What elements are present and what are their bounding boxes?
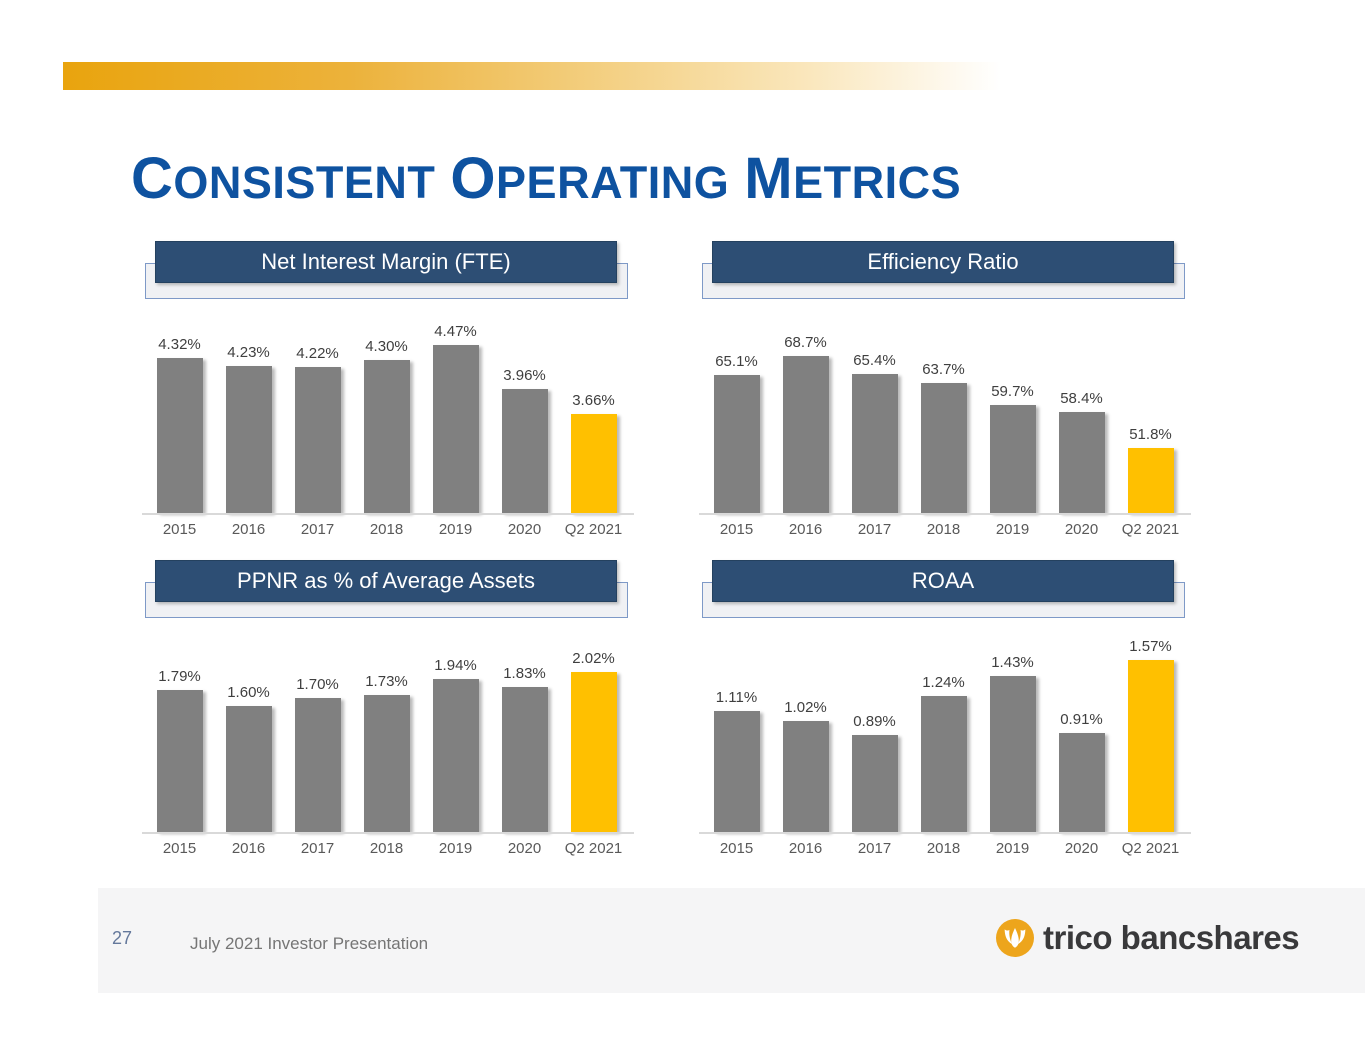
bar-2020 (502, 389, 548, 513)
bar-group-2016 (214, 344, 283, 513)
x-axis-labels (702, 521, 1185, 538)
bar-group-2018 (909, 361, 978, 513)
bar-group-Q2 2021 (1116, 638, 1185, 832)
bar-2015 (714, 711, 760, 832)
x-axis-label: 2016 (231, 840, 266, 857)
x-axis-line (699, 832, 1191, 834)
bar-group-2019 (978, 383, 1047, 513)
bar-group-Q2 2021 (559, 650, 628, 832)
value-label: 68.7% (784, 334, 827, 351)
x-axis-label: 2017 (300, 521, 335, 538)
bar-Q2 2021 (571, 672, 617, 832)
chart-plot (702, 313, 1185, 513)
bar-2017 (852, 735, 898, 832)
chart-title: PPNR as % of Average Assets (155, 560, 617, 602)
bar-2018 (921, 696, 967, 832)
x-axis-label: Q2 2021 (1121, 521, 1180, 538)
bar-2015 (714, 375, 760, 513)
page-title: CONSISTENT OPERATING METRICS (131, 146, 962, 212)
x-axis-label: Q2 2021 (1121, 840, 1180, 857)
value-label: 63.7% (922, 361, 965, 378)
chart-title: ROAA (712, 560, 1174, 602)
trico-flower-icon (996, 919, 1034, 957)
value-label: 0.89% (853, 713, 896, 730)
bar-group-2018 (909, 674, 978, 832)
x-axis-label: 2015 (162, 840, 197, 857)
value-label: 3.66% (572, 392, 615, 409)
chart-plot (145, 632, 628, 832)
bar-2016 (783, 356, 829, 513)
bar-2020 (1059, 412, 1105, 513)
x-axis-labels (145, 521, 628, 538)
bar-group-2017 (840, 713, 909, 832)
value-label: 1.02% (784, 699, 827, 716)
page-number: 27 (112, 928, 133, 948)
bar-Q2 2021 (571, 414, 617, 513)
value-label: 1.60% (227, 684, 270, 701)
x-axis-label: 2015 (719, 521, 754, 538)
value-label: 1.57% (1129, 638, 1172, 655)
x-axis-label: 2020 (1064, 840, 1099, 857)
x-axis-label: 2017 (857, 840, 892, 857)
chart-plot (145, 313, 628, 513)
value-label: 1.24% (922, 674, 965, 691)
bar-Q2 2021 (1128, 448, 1174, 513)
bar-2019 (433, 345, 479, 513)
x-axis-label: 2017 (300, 840, 335, 857)
bar-group-2016 (771, 699, 840, 832)
bar-group-2020 (1047, 711, 1116, 832)
value-label: 3.96% (503, 367, 546, 384)
bar-Q2 2021 (1128, 660, 1174, 832)
bar-group-2015 (145, 668, 214, 832)
bar-2018 (364, 695, 410, 832)
bar-group-2017 (840, 352, 909, 513)
value-label: 4.32% (158, 336, 201, 353)
bar-group-2020 (1047, 390, 1116, 513)
value-label: 51.8% (1129, 426, 1172, 443)
bar-group-Q2 2021 (1116, 426, 1185, 513)
x-axis-label: 2019 (995, 521, 1030, 538)
bar-2017 (852, 374, 898, 513)
bar-2015 (157, 358, 203, 513)
bar-group-2017 (283, 345, 352, 513)
bar-2017 (295, 367, 341, 513)
x-axis-label: 2020 (507, 840, 542, 857)
x-axis-label: 2019 (438, 521, 473, 538)
chart-plot (702, 632, 1185, 832)
value-label: 58.4% (1060, 390, 1103, 407)
bar-group-2019 (978, 654, 1047, 832)
bar-2020 (1059, 733, 1105, 832)
x-axis-label: Q2 2021 (564, 840, 623, 857)
bar-2017 (295, 698, 341, 832)
x-axis-labels (702, 840, 1185, 857)
x-axis-label: 2019 (995, 840, 1030, 857)
value-label: 1.73% (365, 673, 408, 690)
value-label: 65.1% (715, 353, 758, 370)
bar-2016 (226, 366, 272, 513)
x-axis-label: 2017 (857, 521, 892, 538)
bar-group-2018 (352, 338, 421, 513)
value-label: 2.02% (572, 650, 615, 667)
bar-group-2018 (352, 673, 421, 832)
bar-2019 (990, 405, 1036, 513)
x-axis-label: 2018 (369, 521, 404, 538)
bar-group-2020 (490, 367, 559, 513)
x-axis-label: 2016 (788, 840, 823, 857)
x-axis-label: 2020 (507, 521, 542, 538)
x-axis-label: Q2 2021 (564, 521, 623, 538)
bar-2020 (502, 687, 548, 832)
company-logo (996, 919, 1299, 957)
footer-caption: July 2021 Investor Presentation (190, 934, 429, 953)
value-label: 4.47% (434, 323, 477, 340)
x-axis-line (699, 513, 1191, 515)
value-label: 1.94% (434, 657, 477, 674)
x-axis-label: 2016 (231, 521, 266, 538)
value-label: 1.79% (158, 668, 201, 685)
chart-title: Efficiency Ratio (712, 241, 1174, 283)
bar-group-Q2 2021 (559, 392, 628, 513)
bar-2019 (990, 676, 1036, 832)
x-axis-label: 2015 (162, 521, 197, 538)
value-label: 1.83% (503, 665, 546, 682)
bar-group-2016 (771, 334, 840, 513)
bar-group-2015 (702, 689, 771, 832)
bar-2018 (921, 383, 967, 513)
value-label: 4.23% (227, 344, 270, 361)
bar-group-2019 (421, 323, 490, 513)
logo-text: trico bancshares (1043, 919, 1300, 956)
bar-2015 (157, 690, 203, 832)
bar-group-2019 (421, 657, 490, 832)
value-label: 0.91% (1060, 711, 1103, 728)
x-axis-label: 2020 (1064, 521, 1099, 538)
bar-2018 (364, 360, 410, 513)
value-label: 1.70% (296, 676, 339, 693)
x-axis-label: 2015 (719, 840, 754, 857)
bar-group-2020 (490, 665, 559, 832)
chart-title: Net Interest Margin (FTE) (155, 241, 617, 283)
bar-group-2016 (214, 684, 283, 832)
bar-2016 (783, 721, 829, 832)
x-axis-label: 2018 (369, 840, 404, 857)
x-axis-line (142, 513, 634, 515)
bar-group-2015 (702, 353, 771, 513)
value-label: 4.22% (296, 345, 339, 362)
bar-group-2017 (283, 676, 352, 832)
value-label: 59.7% (991, 383, 1034, 400)
bar-2016 (226, 706, 272, 832)
x-axis-label: 2016 (788, 521, 823, 538)
value-label: 1.43% (991, 654, 1034, 671)
bar-2019 (433, 679, 479, 832)
bar-group-2015 (145, 336, 214, 513)
value-label: 1.11% (715, 689, 758, 706)
top-accent-bar (63, 62, 1020, 90)
x-axis-label: 2018 (926, 521, 961, 538)
x-axis-label: 2019 (438, 840, 473, 857)
x-axis-line (142, 832, 634, 834)
value-label: 65.4% (853, 352, 896, 369)
x-axis-label: 2018 (926, 840, 961, 857)
value-label: 4.30% (365, 338, 408, 355)
x-axis-labels (145, 840, 628, 857)
